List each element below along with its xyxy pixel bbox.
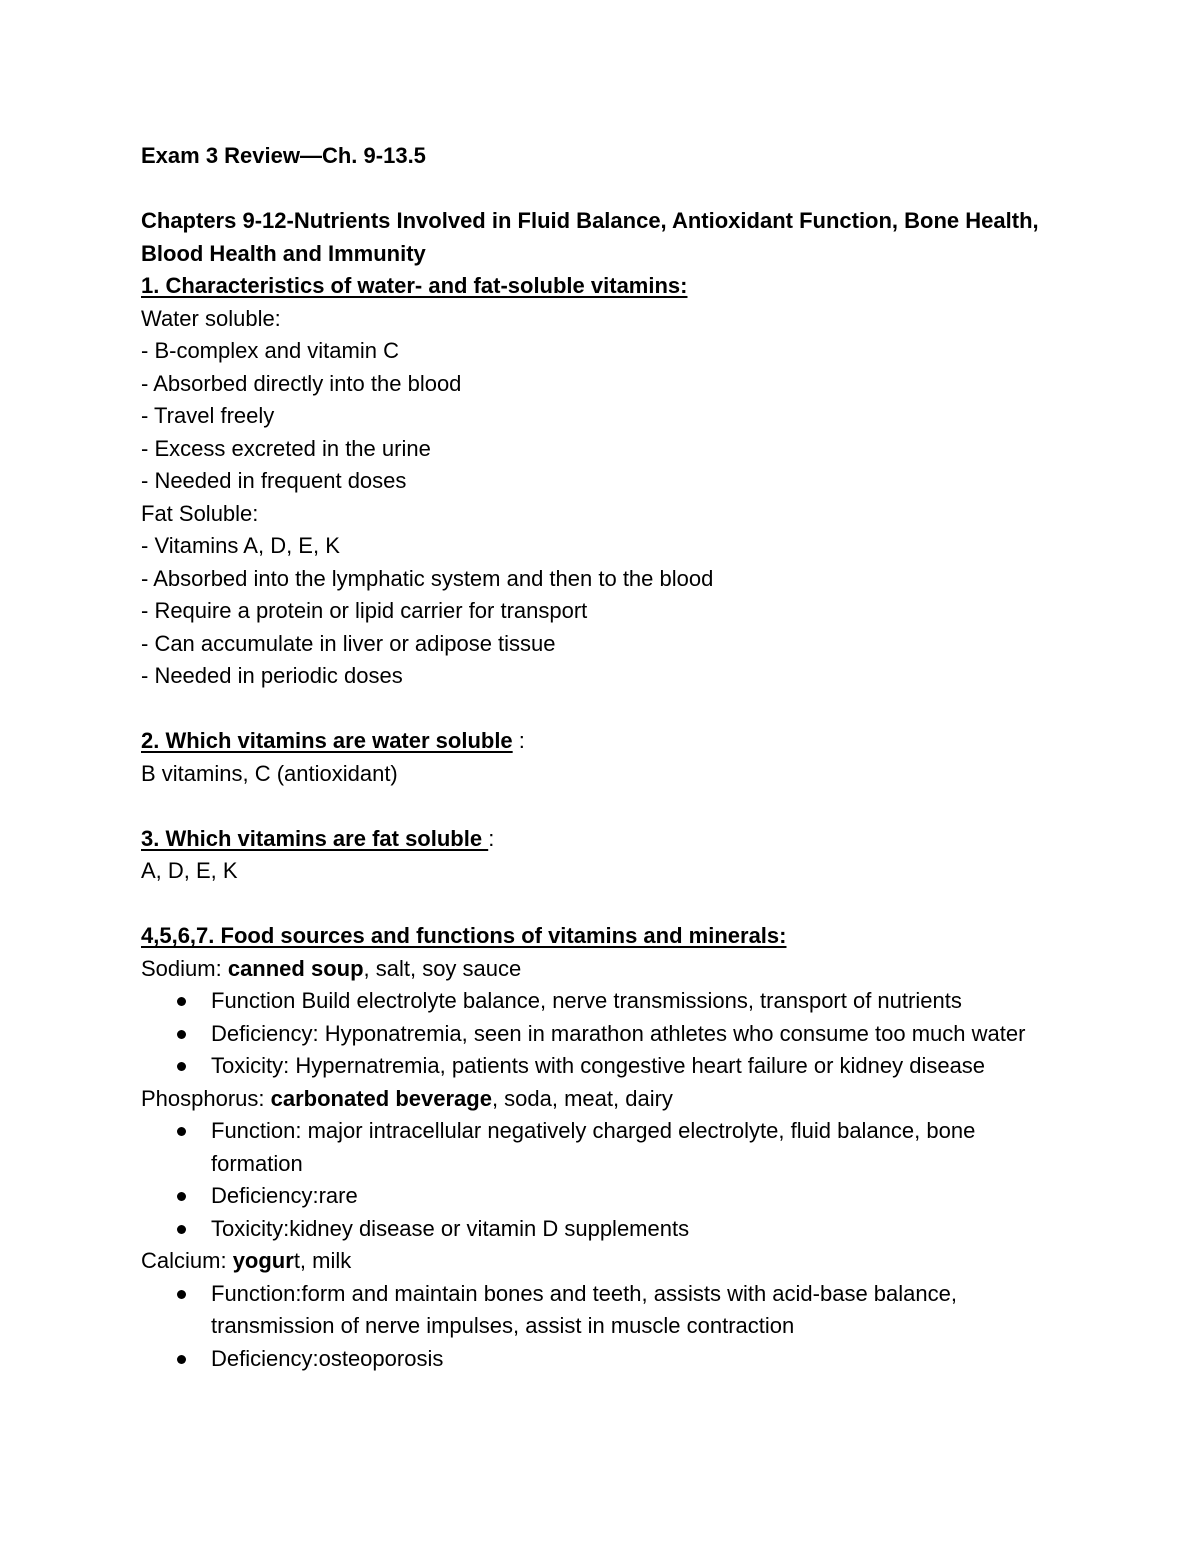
- fat-soluble-label: Fat Soluble:: [141, 500, 259, 526]
- document-title: Exam 3 Review—Ch. 9-13.5: [141, 143, 426, 168]
- bullet-text: Function Build electrolyte balance, nerve transmissions, transport of nutrients: [211, 988, 962, 1013]
- water-item: - Excess excreted in the urine: [141, 435, 431, 461]
- q2-heading: 2. Which vitamins are water soluble: [141, 728, 513, 753]
- q3-heading-line: [141, 823, 1061, 856]
- fat-item: - Vitamins A, D, E, K: [141, 533, 340, 558]
- q3-suffix: :: [488, 825, 495, 851]
- bullet-dot-icon: [177, 997, 186, 1006]
- list-item: [141, 1018, 1051, 1051]
- spacer: [141, 693, 1061, 726]
- q1-heading: 1. Characteristics of water- and fat-soluble vitamins:: [141, 273, 688, 298]
- water-item: - Absorbed directly into the blood: [141, 370, 462, 396]
- bullet-dot-icon: [177, 1062, 186, 1071]
- sodium-name: Sodium:: [141, 955, 228, 981]
- q4-heading: 4,5,6,7. Food sources and functions of vitamins and minerals:: [141, 923, 787, 948]
- bullet-dot-icon: [177, 1127, 186, 1136]
- list-item: [141, 1278, 1051, 1343]
- list-item: [141, 1050, 1051, 1083]
- sodium-source-bold: canned soup: [227, 955, 364, 981]
- spacer: [141, 790, 1061, 823]
- fat-item: - Needed in periodic doses: [141, 663, 403, 688]
- list-item: [141, 1343, 1051, 1376]
- water-soluble-label: Water soluble:: [141, 305, 281, 331]
- q2-answer: B vitamins, C (antioxidant): [141, 760, 398, 786]
- bullet-text: Deficiency:osteoporosis: [211, 1345, 444, 1371]
- phosphorus-name: Phosphorus:: [141, 1085, 271, 1111]
- bullet-text: Toxicity: Hypernatremia, patients with congestive heart failure or kidney disease: [211, 1053, 986, 1078]
- bullet-text: Deficiency:rare: [211, 1183, 358, 1208]
- fat-item: - Can accumulate in liver or adipose tissue: [141, 630, 556, 656]
- bullet-text: Toxicity:kidney disease or vitamin D supplements: [211, 1215, 690, 1241]
- spacer: [141, 173, 1061, 206]
- document-page: [141, 140, 1061, 1375]
- chapter-heading: Chapters 9-12-Nutrients Involved in Fluid Balance, Antioxidant Function, Bone Health, Blood Health and Immunity: [141, 208, 1039, 266]
- phosphorus-source-rest: , soda, meat, dairy: [491, 1085, 673, 1111]
- water-item: - Travel freely: [141, 403, 275, 428]
- phosphorus-line: [141, 1083, 1061, 1116]
- list-item: [141, 1180, 1051, 1213]
- fat-item: - Require a protein or lipid carrier for transport: [141, 598, 588, 623]
- sodium-source-rest: , salt, soy sauce: [363, 955, 522, 981]
- bullet-dot-icon: [177, 1192, 186, 1201]
- list-item: [141, 1115, 1051, 1180]
- fat-item: - Absorbed into the lymphatic system and then to the blood: [141, 565, 714, 591]
- calcium-name: Calcium:: [141, 1248, 233, 1273]
- bullet-dot-icon: [177, 1225, 186, 1234]
- calcium-bullet-list: [141, 1278, 1061, 1376]
- phosphorus-source-bold: carbonated beverage: [270, 1085, 492, 1111]
- water-item: - B-complex and vitamin C: [141, 338, 399, 363]
- q2-heading-line: [141, 725, 1061, 758]
- list-item: [141, 985, 1051, 1018]
- list-item: [141, 1213, 1051, 1246]
- calcium-source-rest: t, milk: [293, 1248, 352, 1273]
- bullet-dot-icon: [177, 1355, 186, 1364]
- bullet-text: Function:form and maintain bones and teeth, assists with acid-base balance, transmission of nerve impulses, assist in muscle contraction: [211, 1280, 957, 1338]
- phosphorus-bullet-list: [141, 1115, 1061, 1245]
- calcium-line: [141, 1245, 1061, 1278]
- bullet-dot-icon: [177, 1290, 186, 1299]
- sodium-bullet-list: [141, 985, 1061, 1083]
- q2-suffix: :: [512, 728, 525, 753]
- bullet-dot-icon: [177, 1030, 186, 1039]
- bullet-text: Deficiency: Hyponatremia, seen in marathon athletes who consume too much water: [211, 1020, 1026, 1046]
- q3-heading: 3. Which vitamins are fat soluble: [141, 825, 489, 851]
- sodium-line: [141, 953, 1061, 986]
- spacer: [141, 888, 1061, 921]
- calcium-source-bold: yogur: [232, 1248, 294, 1273]
- q3-answer: A, D, E, K: [141, 858, 238, 883]
- bullet-text: Function: major intracellular negatively charged electrolyte, fluid balance, bone formation: [211, 1118, 976, 1176]
- water-item: - Needed in frequent doses: [141, 468, 407, 493]
